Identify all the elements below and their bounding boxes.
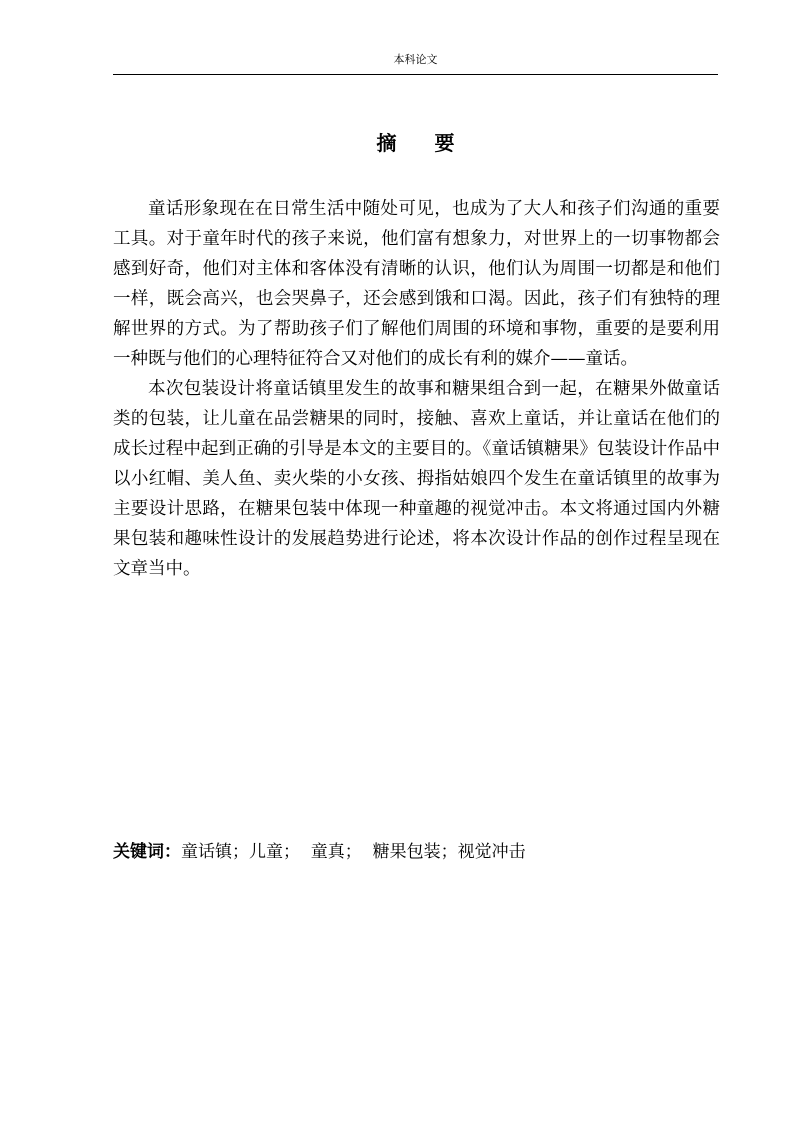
abstract-paragraph-1: 童话形象现在在日常生活中随处可见，也成为了大人和孩子们沟通的重要工具。对于童年时代的孩子来说，他们富有想象力，对世界上的一切事物都会感到好奇，他们对主体和客体没有清晰的认识，他们认为周围一切都是和他们一样，既会高兴，也会哭鼻子，还会感到饿和口渴。因此，孩子们有独特的理解世界的方式。为了帮助孩子们了解他们周围的环境和事物，重要的是要利用一种既与他们的心理特征符合又对他们的成长有利的媒介——童话。: [113, 199, 720, 369]
running-header: 本科论文: [113, 52, 718, 75]
abstract-paragraph-2: 本次包装设计将童话镇里发生的故事和糖果组合到一起，在糖果外做童话类的包装，让儿童在品尝糖果的同时，接触、喜欢上童话，并让童话在他们的成长过程中起到正确的引导是本文的主要目的。《童话镇糖果》包装设计作品中以小红帽、美人鱼、卖火柴的小女孩、拇指姑娘四个发生在童话镇里的故事为主要设计思路，在糖果包装中体现一种童趣的视觉冲击。本文将通过国内外糖果包装和趣味性设计的发展趋势进行论述，将本次设计作品的创作过程呈现在文章当中。: [113, 379, 720, 579]
keywords-text: 童话镇；儿童； 童真； 糖果包装；视觉冲击: [181, 842, 526, 862]
keywords-label: 关键词：: [113, 842, 181, 862]
abstract-title: 摘要: [376, 131, 493, 155]
abstract-body: [113, 194, 720, 584]
keywords-line: [113, 838, 718, 866]
